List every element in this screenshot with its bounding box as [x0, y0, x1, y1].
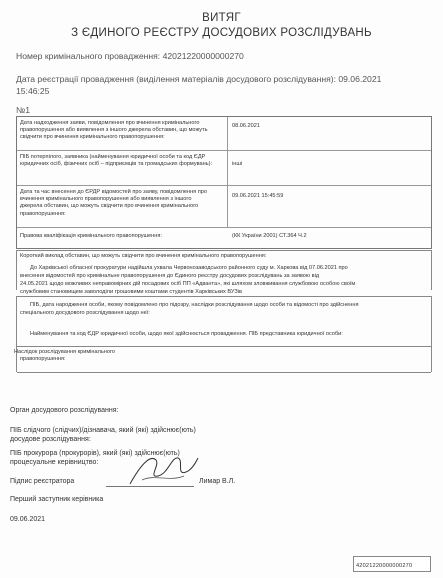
suspect-info-label: ПІБ, дата народження особи, якому повідомлено про підозру, наслідки розслідування щодо особи та відомості про здійснення [30, 302, 359, 308]
table-divider [17, 150, 431, 151]
table-divider [17, 185, 431, 186]
section-divider [17, 250, 431, 251]
legal-entity-label: Найменування та код ЄДР юридичної особи, щодо якої здійснюється провадження. ПІБ представника юридичної особи: [30, 331, 343, 337]
barcode-number: 42021220000000270 [356, 563, 413, 569]
organ-label: Орган досудового розслідування: [10, 407, 119, 414]
table-divider [17, 227, 431, 228]
document-title: ВИТЯГ [202, 12, 241, 24]
document-date: 09.06.2021 [10, 516, 46, 523]
suspect-info-label: спеціального досудового розслідування щодо неї: [20, 310, 150, 316]
summary-text-line: 24.05.2021 щодо можливих неправомірних дій посадових осіб ПП «Адванта», які шляхом зловживання службовою особою своїм [20, 281, 356, 287]
prosecutor-label: ПІБ прокурора (прокурорів), який (які) здійснює(ють) [10, 450, 180, 457]
entry-datetime-label: Дата та час внесення до ЄРДР відомостей про заяву, повідомлення про вчинення кримінального правопорушення або виявлення з іншого джерела обставин, що можуть свідчити про вчинення кримінального правопорушення: [20, 189, 207, 217]
registration-time: 15:46:25 [16, 86, 50, 96]
summary-label: Короткий виклад обставин, що можуть свідчити про вчинення кримінального правопорушення: [20, 253, 267, 259]
entry-datetime-value: 09.06.2021 15:45:59 [232, 193, 284, 199]
section-divider [17, 346, 431, 347]
registrar-position: Перший заступник керівника [10, 496, 104, 503]
victim-value: інші [232, 161, 243, 167]
handwritten-signature [124, 446, 202, 492]
signature-label: Підпис реєстратора [10, 478, 75, 485]
registrar-name: Лимар В.Л. [199, 478, 236, 485]
registration-date: Дата реєстрації провадження (виділення матеріалів досудового розслідування): 09.06.2021 [16, 74, 382, 84]
case-number: Номер кримінального провадження: 42021220000000270 [16, 51, 244, 61]
investigation-result-label: правопорушення: [20, 356, 66, 362]
summary-text-line: службовим становищем заволоділи грошовими коштами студентів Харківських ВУЗів [20, 289, 242, 295]
victim-label: ПІБ потерпілого, заявника (найменування юридичної особи та код ЄДР юридичних осіб, фізичних осіб – підприємців та громадських формувань): [20, 154, 213, 168]
received-date-label: Дата надходження заяви, повідомлення про вчинення кримінального правопорушення або виявлення з іншого джерела обставин, що можуть свідчити про вчинення кримінального правопорушення: [20, 120, 208, 141]
case-details-table [16, 116, 432, 249]
qualification-label: Правова кваліфікація кримінального правопорушення: [20, 233, 162, 239]
section-divider [17, 372, 431, 373]
investigator-label: ПІБ слідчого (слідчих)/дізнавача, який (які) здійснює(ють) [10, 427, 196, 434]
investigation-result-label: Наслідок розслідування кримінального [14, 349, 116, 355]
document-subtitle: З ЄДИНОГО РЕЄСТРУ ДОСУДОВИХ РОЗСЛІДУВАНЬ [71, 27, 372, 39]
summary-text-line: До Харківської обласної прокуратури надійшла ухвала Червонозаводського районного суду м. Харкова від 07.06.2021 про [30, 265, 348, 271]
table-column-divider [227, 117, 228, 227]
section-divider [17, 296, 431, 297]
investigator-label: досудове розслідування: [10, 436, 91, 443]
prosecutor-label: процесуальне керівництво: [10, 459, 99, 466]
qualification-value: (КК України 2001) СТ.364 Ч.2 [232, 233, 307, 239]
received-date-value: 08.06.2021 [232, 123, 260, 129]
episode-number: №1 [16, 105, 30, 115]
summary-text-line: внесення відомостей про кримінальне правопорушення до Єдиного реєстру досудових розслідувань за заявою від [20, 273, 320, 279]
